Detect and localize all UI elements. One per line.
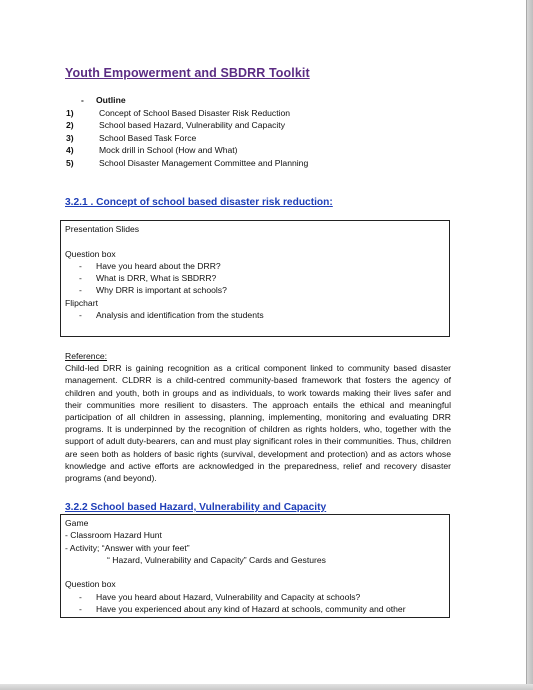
bullet-dash: - [79,604,82,615]
flipchart-item [65,309,445,321]
outline-item [66,119,308,131]
page-bottom-shadow [0,684,533,690]
reference-block [65,350,451,484]
question-item [65,591,445,603]
outline-item [66,132,308,144]
outline-item [66,157,308,169]
question-item [65,260,445,272]
outline-text: School Disaster Management Committee and Planning [99,157,309,168]
bullet-dash: - [79,260,82,271]
section-heading-3-2-1: 3.2.1 . Concept of school based disaster risk reduction: [65,197,333,208]
outline-number: 1) [66,108,74,118]
flipchart-text: Analysis and identification from the students [96,310,264,321]
reference-label: Reference: [65,351,108,361]
outline-number: 3) [66,132,74,143]
section-heading-3-2-2: 3.2.2 School based Hazard, Vulnerability and Capacity [65,502,327,513]
bullet-dash: - [79,273,82,284]
outline-list [66,107,308,169]
outline-number: 5) [66,157,74,168]
game-item: - Classroom Hazard Hunt [65,530,162,541]
outline-text: School based Hazard, Vulnerability and Capacity [99,120,285,131]
question-box-label: Question box [65,248,116,259]
outline-heading [81,95,126,105]
question-text: Why DRR is important at schools? [96,285,227,296]
activity-sub-line: “ Hazard, Vulnerability and Capacity” Cards and Gestures [107,554,326,565]
question-item [65,272,445,284]
outline-item [66,107,308,119]
bullet-dash: - [79,591,82,602]
question-item [65,284,445,296]
question-box-label: Question box [65,579,116,590]
outline-number: 4) [66,145,74,156]
outline-dash: - [81,95,84,105]
document-title: Youth Empowerment and SBDRR Toolkit [65,66,310,80]
bullet-dash: - [79,285,82,296]
question-text: What is DRR, What is SBDRR? [96,273,217,284]
outline-number: 2) [66,120,74,131]
question-text: Have you experienced about any kind of Hazard at schools, community and other [96,604,406,615]
outline-text: Mock drill in School (How and What) [99,145,238,156]
question-text: Have you heard about Hazard, Vulnerability and Capacity at schools? [96,591,361,602]
presentation-slides-label: Presentation Slides [65,224,140,234]
question-text: Have you heard about the DRR? [96,260,221,271]
flipchart-label: Flipchart [65,297,98,308]
reference-text: Child-led DRR is gaining recognition as a critical component linked to community based disaster management. CLDRR is a child-centred community-based framework that fosters the agency of children and youth, both in groups and as individuals, to work towards making their lives safer and their communities more resilient to disasters. The approach entails the ethical and meaningful participation of all children in assessing, planning, implementing, monitoring and evaluating DRR programs. It is underpinned by the recognition of children as rights holders, who, together with the support of adult duty-bearers, can and must play significant roles in their communities. Thus, children are seen both as holders of basic rights (survival, development and protection) and as actors whose knowledge and active efforts are acknowledged in the preparedness, relief and recovery disaster programs (and beyond). [65,363,451,484]
activity-box-1 [60,220,450,337]
game-label: Game [65,518,89,528]
activity-line: - Activity; “Answer with your feet” [65,542,190,553]
page-shadow [527,0,533,690]
outline-heading-text: Outline [96,95,126,105]
bullet-dash: - [79,310,82,321]
outline-text: School Based Task Force [99,132,197,143]
activity-box-2 [60,514,450,618]
outline-item [66,144,308,156]
outline-text: Concept of School Based Disaster Risk Reduction [99,108,291,118]
question-item [65,603,445,615]
